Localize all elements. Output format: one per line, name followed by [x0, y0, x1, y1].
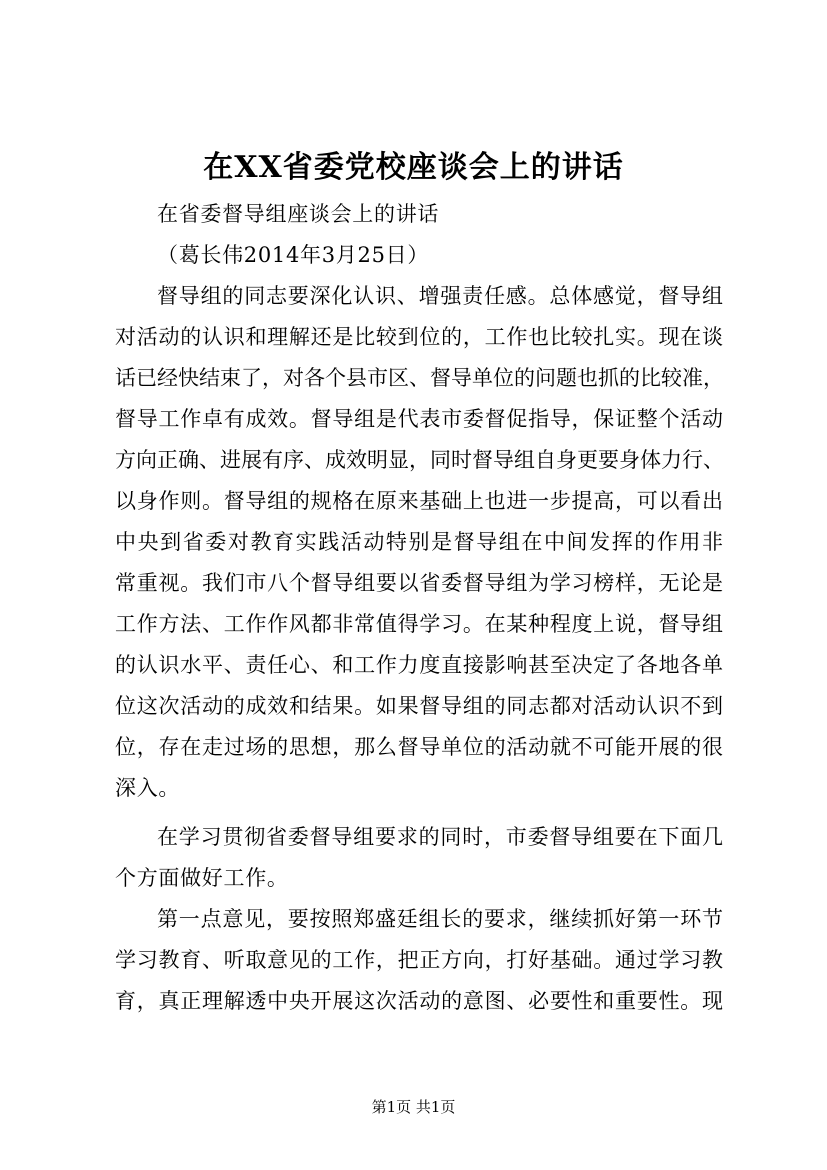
paragraph-1-line-7: 中央到省委对教育实践活动特别是督导组在中间发挥的作用非 [115, 530, 723, 554]
page-footer: 第1页 共1页 [371, 1098, 456, 1116]
document-title: 在XX省委党校座谈会上的讲话 [203, 150, 624, 185]
document-byline: （葛长伟2014年3月25日） [157, 243, 430, 267]
paragraph-3-line-3: 育，真正理解透中央开展这次活动的意图、必要性和重要性。现 [115, 989, 723, 1013]
paragraph-3-line-1: 第一点意见，要按照郑盛廷组长的要求，继续抓好第一环节 [157, 907, 723, 931]
paragraph-1-line-10: 的认识水平、责任心、和工作力度直接影响甚至决定了各地各单 [115, 653, 723, 677]
paragraph-2-line-2: 个方面做好工作。 [115, 866, 289, 890]
paragraph-1-line-13: 深入。 [115, 776, 181, 800]
paragraph-1-line-12: 位，存在走过场的思想，那么督导单位的活动就不可能开展的很 [115, 735, 723, 759]
paragraph-1-line-3: 话已经快结束了，对各个县市区、督导单位的问题也抓的比较准， [115, 366, 724, 390]
document-subtitle: 在省委督导组座谈会上的讲话 [157, 202, 440, 226]
paragraph-3-line-2: 学习教育、听取意见的工作，把正方向，打好基础。通过学习教 [115, 948, 723, 972]
paragraph-1-line-2: 对活动的认识和理解还是比较到位的，工作也比较扎实。现在谈 [115, 325, 723, 349]
paragraph-1-line-11: 位这次活动的成效和结果。如果督导组的同志都对活动认识不到 [115, 694, 723, 718]
paragraph-1-line-5: 方向正确、进展有序、成效明显，同时督导组自身更要身体力行、 [115, 448, 724, 472]
paragraph-1-line-6: 以身作则。督导组的规格在原来基础上也进一步提高，可以看出 [115, 489, 723, 513]
paragraph-1-line-8: 常重视。我们市八个督导组要以省委督导组为学习榜样，无论是 [115, 571, 723, 595]
paragraph-2-line-1: 在学习贯彻省委督导组要求的同时，市委督导组要在下面几 [157, 825, 723, 849]
paragraph-1-line-4: 督导工作卓有成效。督导组是代表市委督促指导，保证整个活动 [115, 407, 723, 431]
paragraph-1-line-1: 督导组的同志要深化认识、增强责任感。总体感觉，督导组 [157, 284, 723, 308]
paragraph-1-line-9: 工作方法、工作作风都非常值得学习。在某种程度上说，督导组 [115, 612, 723, 636]
